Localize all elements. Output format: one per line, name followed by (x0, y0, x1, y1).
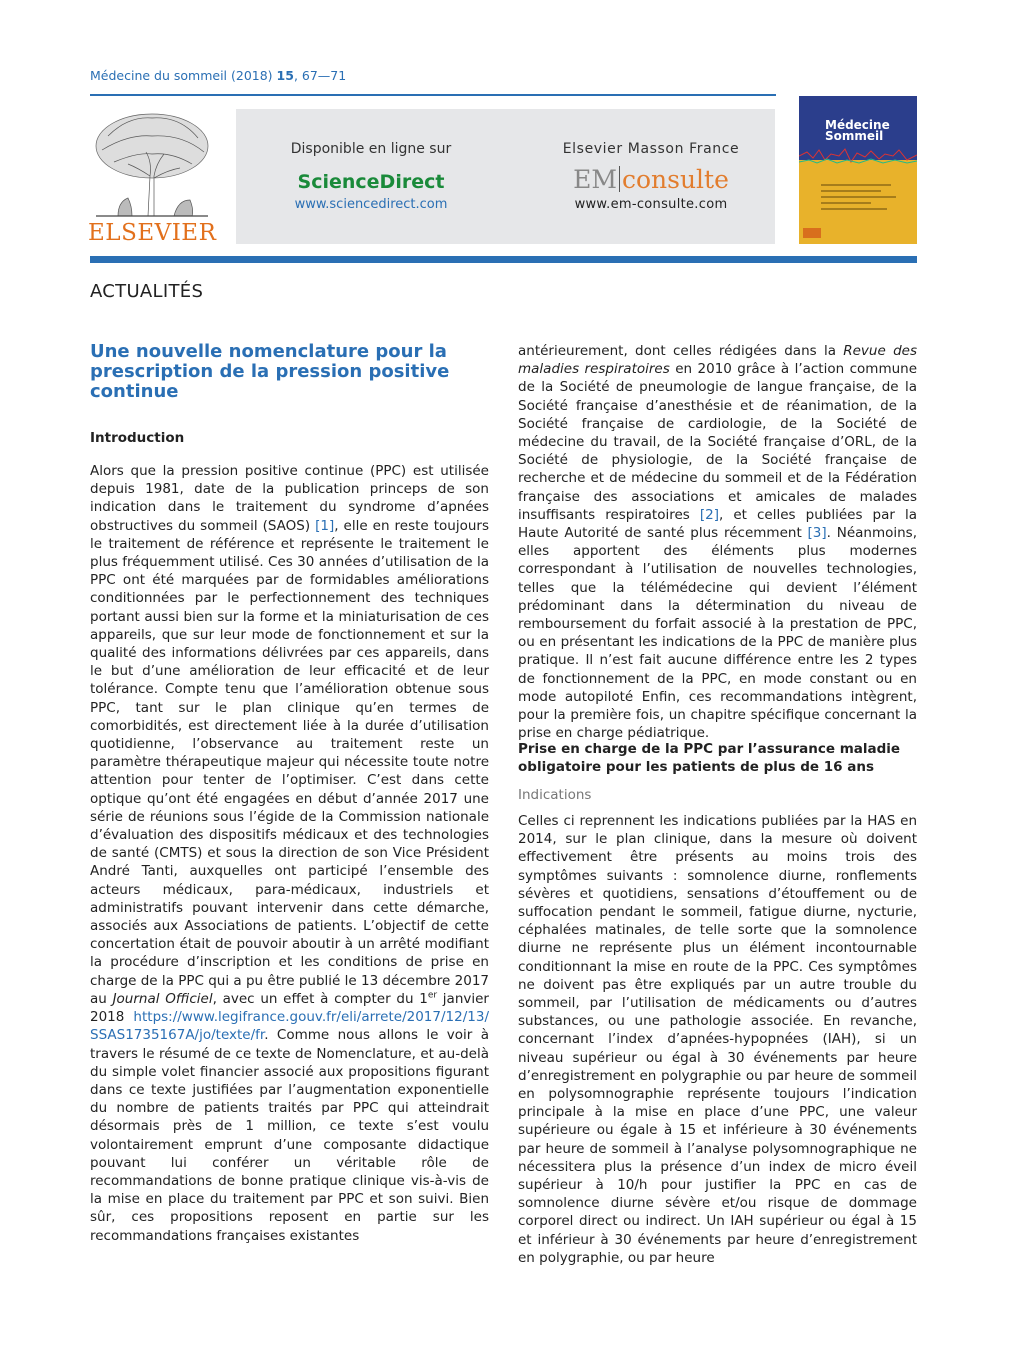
right-column-text (518, 342, 917, 742)
legifrance-link[interactable]: https://www.legifrance.gouv.fr/eli/arrete/2017/12/13/SSAS1735167A/jo/texte/fr (90, 1009, 489, 1044)
indications-text: Celles ci reprennent les indications publiées par la HAS en 2014, sur le plan clinique, dans la mesure où doivent effectivement être présents au moins trois des symptômes suivants : somnolence diurne, ronflements sévères et quotidiens, sensations d’étouffement ou de suffocation pendant le sommeil, fatigue diurne, nycturie, céphalées matinales, de telle sorte que la somnolence diurne ne représente plus un élément incontournable conditionnant la mise en route de la PPC. Ces symptômes ne doivent pas être expliqués par un autre trouble du sommeil, par l’utilisation de médicaments ou d’autres substances, ou une pathologie associée. En revanche, concernant l’index d’apnées-hypopnées (IAH), si un niveau supérieur ou égal à 30 événements par heure d’enregistrement en polygraphie ou par heure de sommeil en polysomnographie représente toujours l’indication principale à la mise en place d’une PPC, une valeur supérieure ou égale à 15 et inférieure à 30 événements par heure de sommeil à l’analyse polysomnographique ne nécessitera plus la présence d’un index de micro éveil supérieur à 10/h pour justifier la PPC en cas de somnolence diurne sévère et/ou risque de dommage corporel direct ou indirect. Un IAH supérieur ou égal à 15 et inférieur à 30 événements par heure d’enregistrement en polygraphie, ou par heure (518, 813, 917, 1266)
section-rule (90, 256, 917, 263)
intro-heading: Introduction (90, 430, 185, 446)
publisher-name: Elsevier Masson France (562, 141, 740, 157)
reference-link-1[interactable]: [1] (315, 517, 335, 534)
indications-heading: Indications (518, 787, 592, 803)
text-segment: , avec un effet à compter du 1 (212, 990, 428, 1007)
cover-title-line2: Sommeil (825, 129, 884, 143)
text-segment: . Néanmoins, elles apportent des éléments plus modernes correspondant à l’utilisation de nouvelles technologies, telles que la télémédecine qui devient l’élément prédominant dans la détermination du niveau de remboursement du forfait associé à la prestation de PPC, ou en présentant les indications de la PPC de manière plus pratique. Il n’est fait aucune différence entre les 2 types de fonctionnement de la PPC, en mode constant ou en mode autopiloté Enfin, ces recommandations intègrent, pour la première fois, un chapitre spécifique concernant la prise en charge pédiatrique. (518, 525, 918, 742)
text-segment: en 2010 grâce à l’action commune de la Société de pneumologie de langue française, de la Société française d’anesthésie et de réanimation, de la Société française de cardiologie, de la Société de médecine du travail, de la Société française d’ORL, de la Société de physiologie, de la Société française de recherche et de médecine du sommeil et de la Fédération française des associations et amicales de malades insuffisants respiratoires (518, 361, 918, 523)
elsevier-logo (88, 106, 216, 246)
revue-title: Revue des maladies respiratoires (518, 343, 917, 378)
text-segment: , elle en reste toujours le traitement de référence et représente le traitement le plus fréquemment utilisé. Ces 30 années d’utilisation de la PPC ont été marquées par de formidables améliorations conditionnées par le perfectionnement des techniques portant aussi bien sur la forme et la miniaturisation de ces appareils, que sur leur mode de fonctionnement et sur la qualité des informations délivrées par ces appareils, dans le but d’une amélioration de leur efficacité et de leur tolérance. Compte tenu que l’amélioration obtenue sous PPC, tant sur le plan clinique qu’en termes de comorbidités, est directement liée à la durée d’utilisation quotidienne, l’observance au traitement reste un paramètre thérapeutique majeur qui nécessite toute notre attention pour tenter de l’optimiser. C’est dans cette optique qu’ont été engagées en début d’année 2017 une série de réunions sous l’égide de la Commission nationale d’évaluation des dispositifs médicaux et des technologies de santé (CMTS) et sous la direction de son Vice Président André Tanti, auxquelles ont participé l’ensemble des acteurs médicaux, para-médicaux, industriels et administratifs pouvant intervenir dans cette démarche, associés aux Associations de patients. L’objectif de cette concertation était de pouvoir aboutir à un arrêté modifiant la procédure d’inscription et les conditions de prise en charge de la PPC qui a pu être publié le 13 décembre 2017 au (90, 517, 489, 1007)
reference-link-3[interactable]: [3] (807, 525, 827, 542)
cover-contents (821, 184, 901, 214)
reference-link-2[interactable]: [2] (699, 506, 720, 523)
sciencedirect-link[interactable]: www.sciencedirect.com (294, 197, 448, 212)
left-column-text (90, 462, 489, 1245)
cover-publisher-mark (803, 228, 821, 238)
elsevier-tree-icon (88, 106, 216, 218)
section-subheading: Prise en charge de la PPC par l’assurance maladie obligatoire pour les patients de plus de 16 ans (518, 741, 901, 776)
emconsulte-em: EM (573, 165, 617, 194)
section-heading: ACTUALITÉS (90, 281, 204, 302)
text-segment: antérieurement, dont celles rédigées dans la (518, 343, 844, 359)
text-segment: janvier 2018 (90, 990, 489, 1026)
available-online-label: Disponible en ligne sur (290, 141, 452, 157)
citation-pages: , 67—71 (293, 68, 347, 83)
journal-citation (90, 68, 346, 83)
availability-banner (236, 109, 775, 244)
cover-wave-icon (799, 144, 917, 168)
text-segment: . Comme nous allons le voir à travers le résumé de ce texte de Nomenclature, et au-delà du simple volet financier associé aux propositions figurant dans ce texte justifiées par l’augmentation exponentielle du nombre de patients traités par PPC qui atteindrait désormais près de 1 million, ce texte s’est voulu volontairement emprunt d’une composante didactique pouvant lui conférer un véritable rôle de recommandations de bonne pratique clinique vis-à-vis de la mise en place du traitement par PPC et son suivi. Bien sûr, ces propositions reposent en partie sur les recommandations françaises existantes (90, 1027, 489, 1244)
sciencedirect-logo: ScienceDirect (297, 171, 445, 193)
emconsulte-logo (546, 165, 756, 194)
text-segment: , et celles publiées par la Haute Autorité de santé plus récemment (518, 506, 918, 542)
header-rule (90, 94, 776, 96)
text-segment: Alors que la pression positive continue (PPC) est utilisée depuis 1981, date de la publication princeps de son indication dans le traitement du syndrome d’apnées obstructives du sommeil (SAOS) (90, 463, 489, 534)
superscript-er: er (427, 990, 438, 1001)
emconsulte-link[interactable]: www.em-consulte.com (574, 197, 728, 212)
journal-cover (799, 96, 917, 244)
citation-volume: 15 (276, 68, 294, 83)
cover-title (825, 120, 890, 142)
cover-title-line1: Médecine (825, 118, 890, 132)
journal-officiel: Journal Officiel (112, 990, 213, 1007)
elsevier-wordmark: ELSEVIER (88, 220, 217, 246)
article-title: Une nouvelle nomenclature pour la prescription de la pression positive continue (90, 341, 450, 402)
citation-journal: Médecine du sommeil (2018) (90, 68, 273, 83)
emconsulte-consulte: consulte (621, 165, 729, 194)
